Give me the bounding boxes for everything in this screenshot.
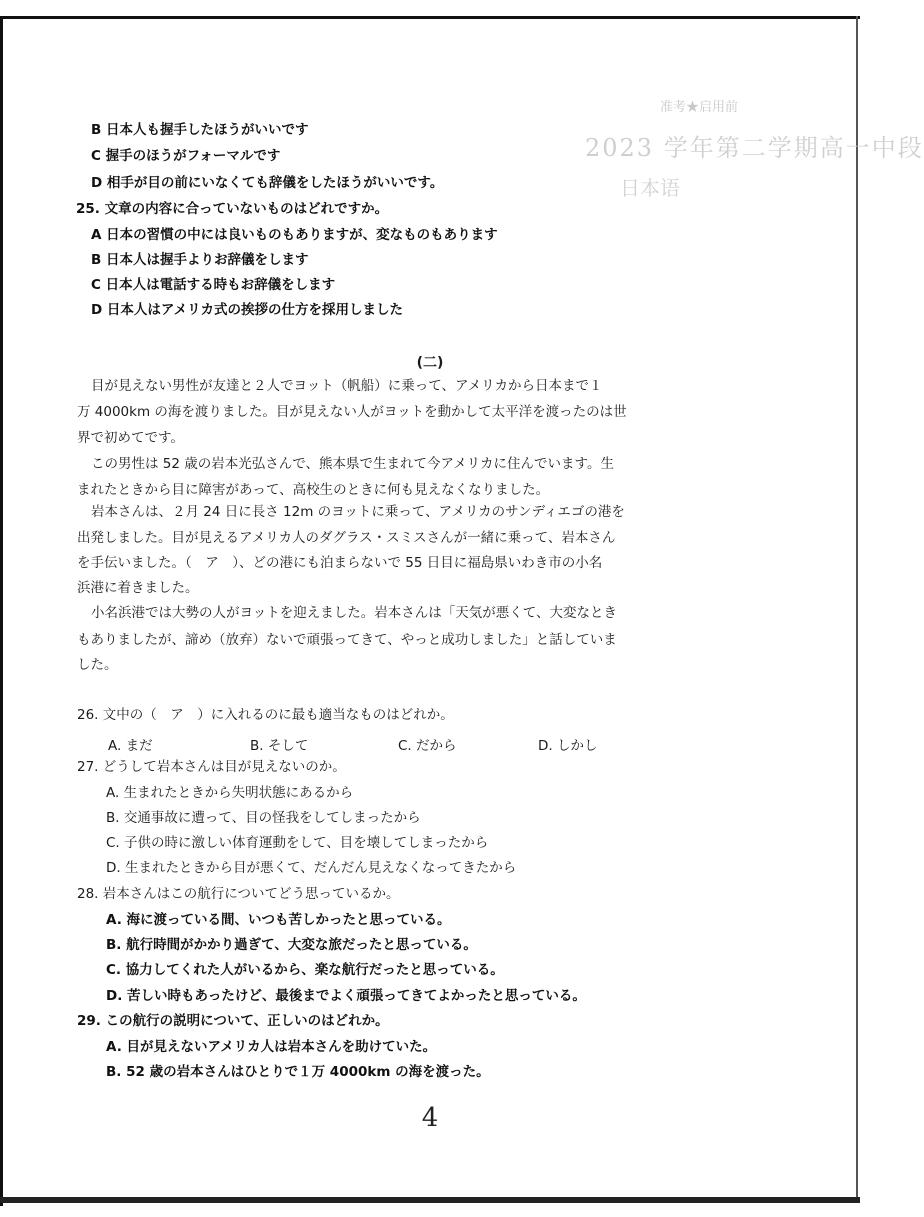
section-title: (二) — [416, 355, 444, 371]
scan-border-top — [0, 16, 860, 19]
q25-stem: 25. 文章の内容に合っていないものはどれですか。 — [76, 201, 389, 217]
passage-line-1: 目が見えない男性が友達と２人でヨット（帆船）に乗って、アメリカから日本まで１ — [91, 378, 603, 394]
q27-option-a: A. 生まれたときから失明状態にあるから — [106, 785, 354, 801]
q24-option-d: D 相手が目の前にいなくても辞儀をしたほうがいいです。 — [91, 175, 444, 191]
scan-border-right — [856, 16, 858, 1198]
q24-option-b: B 日本人も握手したほうがいいです — [91, 122, 309, 138]
q29-option-a: A. 目が見えないアメリカ人は岩本さんを助けていた。 — [106, 1039, 437, 1055]
q27-stem: 27. どうして岩本さんは目が見えないのか。 — [77, 759, 346, 775]
bleed-through-subtitle: 日本语 — [620, 176, 680, 200]
passage-line-6: 岩本さんは、２月 24 日に長さ 12m のヨットに乗って、アメリカのサンディエゴの港を — [91, 504, 625, 520]
q26-option-d: D. しかし — [538, 738, 598, 754]
q24-option-c: C 握手のほうがフォーマルです — [91, 148, 281, 164]
scan-border-left — [0, 16, 3, 1206]
q29-stem: 29. この航行の説明について、正しいのはどれか。 — [77, 1013, 389, 1029]
q25-option-a: A 日本の習慣の中には良いものもありますが、変なものもあります — [91, 227, 498, 243]
passage-line-9: 浜港に着きました。 — [77, 580, 199, 596]
q25-option-b: B 日本人は握手よりお辞儀をします — [91, 252, 309, 268]
passage-line-4: この男性は 52 歳の岩本光弘さんで、熊本県で生まれて今アメリカに住んでいます。生 — [91, 456, 614, 472]
q26-option-a: A. まだ — [108, 738, 153, 754]
passage-line-8: を手伝いました。（ ア ）、どの港にも泊まらないで 55 日目に福島県いわき市の小名 — [77, 555, 603, 571]
passage-line-2: 万 4000km の海を渡りました。目が見えない人がヨットを動かして太平洋を渡ったのは世 — [77, 404, 627, 420]
q29-option-b: B. 52 歳の岩本さんはひとりで１万 4000km の海を渡った。 — [106, 1064, 490, 1080]
q26-stem: 26. 文中の（ ア ）に入れるのに最も適当なものはどれか。 — [77, 707, 454, 723]
q28-option-d: D. 苦しい時もあったけど、最後までよく頑張ってきてよかったと思っている。 — [106, 988, 586, 1004]
bleed-through-header: 准考★启用前 — [660, 100, 739, 115]
passage-line-11: もありましたが、諦め（放弃）ないで頑張ってきて、やっと成功しました」と話していま — [77, 632, 617, 648]
passage-line-5: まれたときから目に障害があって、高校生のときに何も見えなくなりました。 — [77, 482, 550, 498]
q25-option-c: C 日本人は電話する時もお辞儀をします — [91, 277, 336, 293]
page-number: 4 — [421, 1103, 439, 1133]
q28-option-a: A. 海に渡っている間、いつも苦しかったと思っている。 — [106, 912, 451, 928]
q26-option-c: C. だから — [398, 738, 457, 754]
q27-option-b: B. 交通事故に遭って、目の怪我をしてしまったから — [106, 810, 421, 826]
passage-line-3: 界で初めてです。 — [77, 430, 184, 446]
q28-option-c: C. 協力してくれた人がいるから、楽な航行だったと思っている。 — [106, 962, 504, 978]
q25-option-d: D 日本人はアメリカ式の挨拶の仕方を採用しました — [91, 302, 403, 318]
passage-line-7: 出発しました。目が見えるアメリカ人のダグラス・スミスさんが一緒に乗って、岩本さん — [77, 530, 616, 546]
passage-line-10: 小名浜港では大勢の人がヨットを迎えました。岩本さんは「天気が悪くて、大変なとき — [91, 605, 617, 621]
q28-option-b: B. 航行時間がかかり過ぎて、大変な旅だったと思っている。 — [106, 937, 477, 953]
bleed-through-title: 2023 学年第二学期高一中段 — [585, 134, 924, 162]
q27-option-c: C. 子供の時に激しい体育運動をして、目を壊してしまったから — [106, 835, 489, 851]
q26-option-b: B. そして — [250, 738, 309, 754]
q28-stem: 28. 岩本さんはこの航行についてどう思っているか。 — [77, 886, 400, 902]
q27-option-d: D. 生まれたときから目が悪くて、だんだん見えなくなってきたから — [106, 860, 517, 876]
passage-line-12: した。 — [77, 657, 118, 673]
scan-border-bottom — [0, 1197, 860, 1203]
